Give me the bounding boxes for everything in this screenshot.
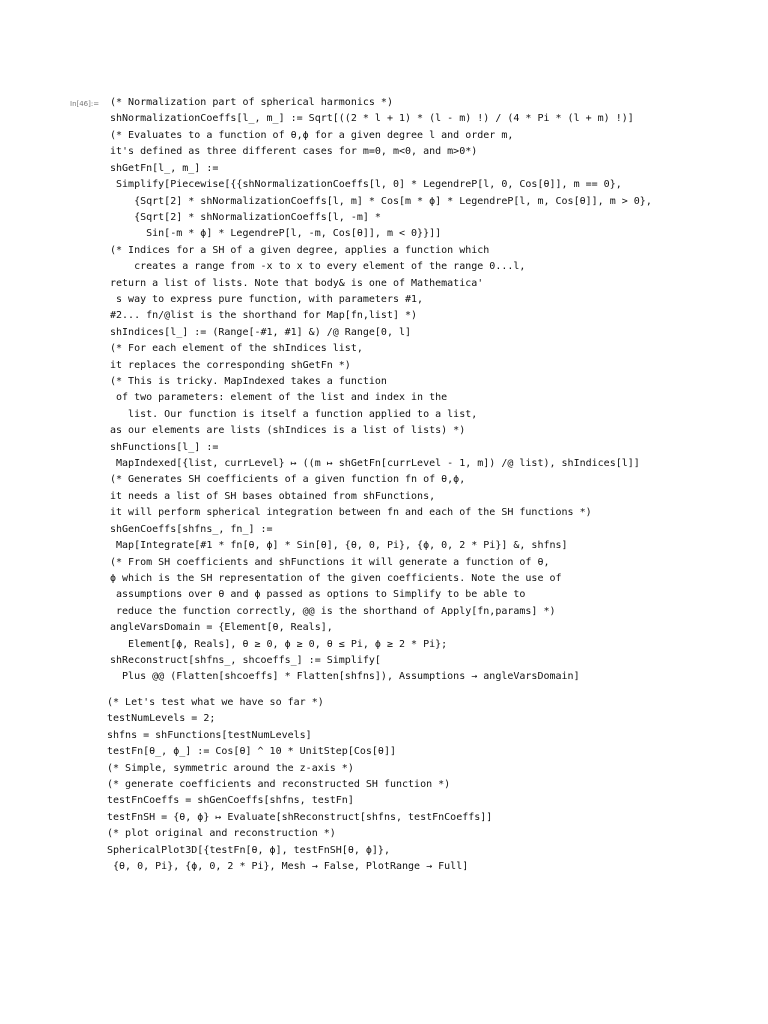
code-line: SphericalPlot3D[{testFn[θ, ϕ], testFnSH[θ, ϕ]}, xyxy=(107,845,390,856)
code-line: {θ, 0, Pi}, {ϕ, 0, 2 * Pi}, Mesh → False, PlotRange → Full] xyxy=(107,861,469,872)
code-line: it will perform spherical integration between fn and each of the SH functions *) xyxy=(110,507,592,518)
code-line: {Sqrt[2] * shNormalizationCoeffs[l, m] * Cos[m * ϕ] * LegendreP[l, m, Cos[θ]], m > 0}, xyxy=(110,196,652,207)
code-line: shReconstruct[shfns_, shcoeffs_] := Simplify[ xyxy=(110,655,381,666)
code-line: it replaces the corresponding shGetFn *) xyxy=(110,360,351,371)
code-line: shGetFn[l_, m_] := xyxy=(110,163,219,174)
code-line: (* Generates SH coefficients of a given function fn of θ,ϕ, xyxy=(110,474,466,485)
code-line: Element[ϕ, Reals], θ ≥ 0, ϕ ≥ 0, θ ≤ Pi, ϕ ≥ 2 * Pi}; xyxy=(110,639,448,650)
code-line: return a list of lists. Note that body& is one of Mathematica' xyxy=(110,278,484,289)
code-line: Sin[-m * ϕ] * LegendreP[l, -m, Cos[θ]], m < 0}}]] xyxy=(110,228,442,239)
code-line: it needs a list of SH bases obtained from shFunctions, xyxy=(110,491,436,502)
code-line: testFnSH = {θ, ϕ} ↦ Evaluate[shReconstruct[shfns, testFnCoeffs]] xyxy=(107,812,493,823)
code-line: ϕ which is the SH representation of the given coefficients. Note the use of xyxy=(110,573,562,584)
code-line: (* This is tricky. MapIndexed takes a function xyxy=(110,376,387,387)
code-line: (* generate coefficients and reconstructed SH function *) xyxy=(107,779,451,790)
code-line: #2... fn/@list is the shorthand for Map[fn,list] *) xyxy=(110,310,418,321)
code-line: shFunctions[l_] := xyxy=(110,442,219,453)
code-line: Simplify[Piecewise[{{shNormalizationCoeffs[l, 0] * LegendreP[l, 0, Cos[θ]], m == 0}, xyxy=(110,179,622,190)
code-line: s way to express pure function, with parameters #1, xyxy=(110,294,424,305)
code-line: assumptions over θ and ϕ passed as options to Simplify to be able to xyxy=(110,589,526,600)
code-line: (* Normalization part of spherical harmonics *) xyxy=(110,97,393,108)
code-line: (* Let's test what we have so far *) xyxy=(107,697,324,708)
code-line: shGenCoeffs[shfns_, fn_] := xyxy=(110,524,273,535)
code-line: testFnCoeffs = shGenCoeffs[shfns, testFn] xyxy=(107,795,354,806)
code-line: MapIndexed[{list, currLevel} ↦ ((m ↦ shGetFn[currLevel - 1, m]) /@ list), shIndices[l]] xyxy=(110,458,640,469)
code-line: reduce the function correctly, @@ is the shorthand of Apply[fn,params] *) xyxy=(110,606,556,617)
code-line: of two parameters: element of the list and index in the xyxy=(110,392,448,403)
code-line: list. Our function is itself a function applied to a list, xyxy=(110,409,478,420)
code-line: as our elements are lists (shIndices is a list of lists) *) xyxy=(110,425,466,436)
code-line: shIndices[l_] := (Range[-#1, #1] &) /@ Range[0, l] xyxy=(110,327,412,338)
code-line: shfns = shFunctions[testNumLevels] xyxy=(107,730,312,741)
code-line: angleVarsDomain = {Element[θ, Reals], xyxy=(110,622,333,633)
code-line: (* plot original and reconstruction *) xyxy=(107,828,336,839)
code-line: testFn[θ_, ϕ_] := Cos[θ] ^ 10 * UnitStep[Cos[θ]] xyxy=(107,746,396,757)
code-line: (* Simple, symmetric around the z-axis *) xyxy=(107,763,354,774)
input-prompt-label: In[46]:= xyxy=(70,100,100,108)
code-line: testNumLevels = 2; xyxy=(107,713,216,724)
code-line: shNormalizationCoeffs[l_, m_] := Sqrt[((2 * l + 1) * (l - m) !) / (4 * Pi * (l + m) !)] xyxy=(110,113,634,124)
code-line: Plus @@ (Flatten[shcoeffs] * Flatten[shfns]), Assumptions → angleVarsDomain] xyxy=(110,671,580,682)
code-line: (* Evaluates to a function of θ,ϕ for a given degree l and order m, xyxy=(110,130,514,141)
code-line: (* From SH coefficients and shFunctions it will generate a function of θ, xyxy=(110,557,550,568)
code-line: (* Indices for a SH of a given degree, applies a function which xyxy=(110,245,490,256)
code-line: {Sqrt[2] * shNormalizationCoeffs[l, -m] * xyxy=(110,212,381,223)
code-line: it's defined as three different cases for m=0, m<0, and m>0*) xyxy=(110,146,478,157)
code-line: Map[Integrate[#1 * fn[θ, ϕ] * Sin[θ], {θ, 0, Pi}, {ϕ, 0, 2 * Pi}] &, shfns] xyxy=(110,540,568,551)
code-line: (* For each element of the shIndices list, xyxy=(110,343,363,354)
code-line: creates a range from -x to x to every element of the range 0...l, xyxy=(110,261,526,272)
